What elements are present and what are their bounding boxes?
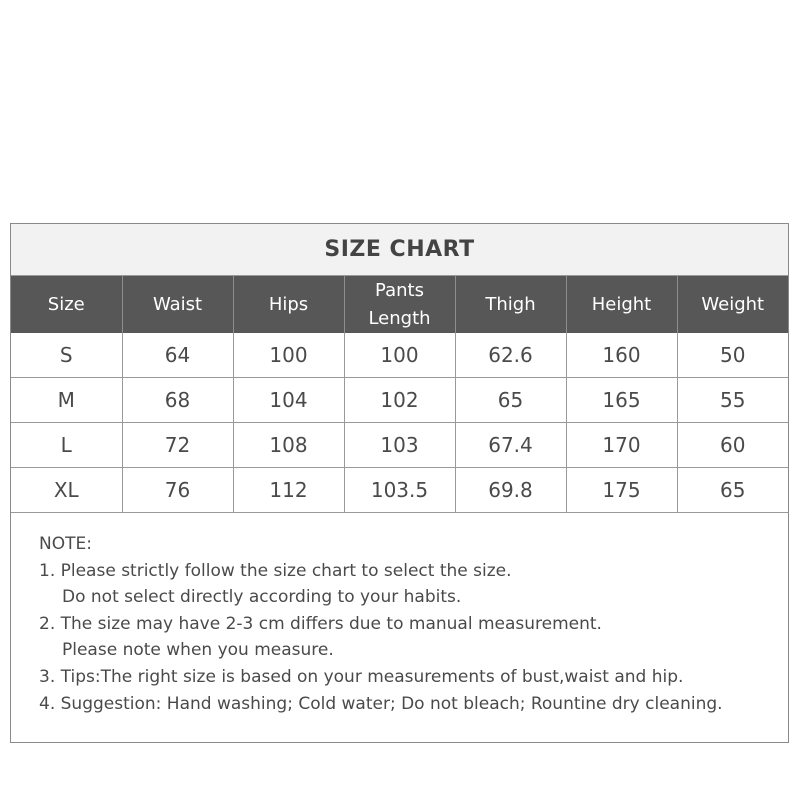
table-header-row	[11, 276, 788, 333]
header-pants-length	[344, 276, 455, 333]
chart-title: SIZE CHART	[11, 224, 788, 276]
table-row	[11, 333, 788, 378]
note-line: Please note when you measure.	[62, 640, 334, 661]
notes-heading: NOTE:	[39, 534, 92, 554]
note-line: 2. The size may have 2-3 cm differs due to manual measurement.	[39, 613, 602, 634]
cell-hips: 100	[233, 333, 344, 378]
cell-weight: 50	[677, 333, 788, 378]
cell-weight: 55	[677, 378, 788, 423]
cell-hips: 112	[233, 468, 344, 513]
cell-waist: 64	[122, 333, 233, 378]
cell-height: 175	[566, 468, 677, 513]
header-thigh: Thigh	[455, 276, 566, 333]
table-row	[11, 423, 788, 468]
notes-section	[11, 513, 788, 717]
table-row	[11, 378, 788, 423]
header-height: Height	[566, 276, 677, 333]
cell-waist: 72	[122, 423, 233, 468]
cell-thigh: 65	[455, 378, 566, 423]
cell-pants-length: 103.5	[344, 468, 455, 513]
cell-pants-length: 102	[344, 378, 455, 423]
note-line: 1. Please strictly follow the size chart to select the size.	[39, 560, 512, 581]
header-pants-line2: Length	[368, 307, 431, 329]
note-line: 3. Tips:The right size is based on your measurements of bust,waist and hip.	[39, 666, 684, 687]
header-size: Size	[11, 276, 122, 333]
cell-thigh: 69.8	[455, 468, 566, 513]
cell-hips: 108	[233, 423, 344, 468]
cell-thigh: 62.6	[455, 333, 566, 378]
cell-waist: 68	[122, 378, 233, 423]
header-pants-line1: Pants	[375, 279, 424, 301]
cell-size: M	[11, 378, 122, 423]
cell-waist: 76	[122, 468, 233, 513]
note-line: Do not select directly according to your habits.	[62, 587, 462, 608]
header-hips: Hips	[233, 276, 344, 333]
table-row	[11, 468, 788, 513]
cell-weight: 65	[677, 468, 788, 513]
cell-pants-length: 103	[344, 423, 455, 468]
cell-size: XL	[11, 468, 122, 513]
size-table	[11, 276, 788, 513]
cell-height: 165	[566, 378, 677, 423]
size-chart	[10, 223, 789, 743]
cell-pants-length: 100	[344, 333, 455, 378]
note-line: 4. Suggestion: Hand washing; Cold water; Do not bleach; Rountine dry cleaning.	[39, 693, 723, 714]
cell-weight: 60	[677, 423, 788, 468]
header-waist: Waist	[122, 276, 233, 333]
header-weight: Weight	[677, 276, 788, 333]
cell-size: S	[11, 333, 122, 378]
cell-height: 170	[566, 423, 677, 468]
cell-hips: 104	[233, 378, 344, 423]
cell-height: 160	[566, 333, 677, 378]
cell-size: L	[11, 423, 122, 468]
cell-thigh: 67.4	[455, 423, 566, 468]
